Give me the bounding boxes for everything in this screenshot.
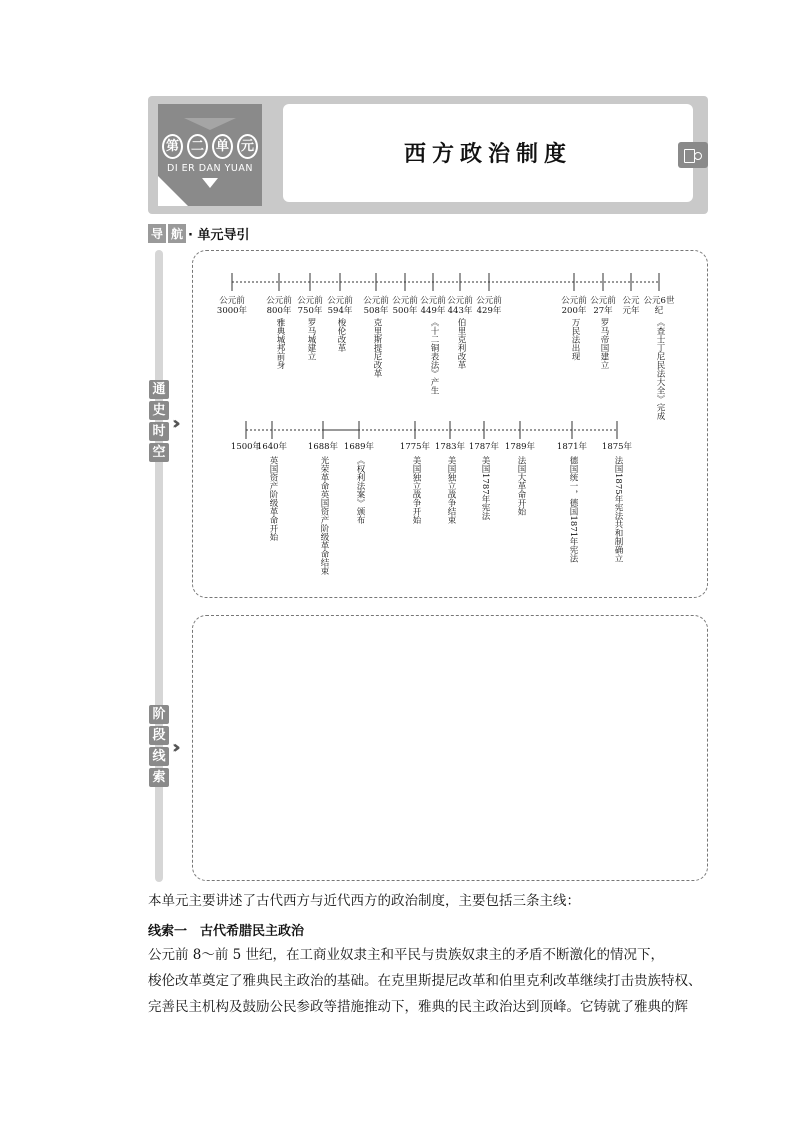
double-chevron-icon: ››	[172, 413, 175, 434]
page-title: 西方政治制度	[403, 142, 572, 167]
timeline-date: 公元前 508年	[363, 296, 389, 316]
side-bar	[155, 250, 163, 882]
timeline-date: 1775年	[399, 442, 431, 452]
section-char: 通	[149, 380, 169, 399]
timeline-date: 公元前 200年	[561, 296, 587, 316]
timeline-event: 美国1787年宪法	[480, 456, 490, 521]
paragraph-line: 完善民主机构及鼓励公民参政等措施推动下，雅典的民主政治达到顶峰。它铸就了雅典的辉	[148, 999, 688, 1015]
section-label-clues	[149, 705, 169, 787]
unit-badge-text	[162, 134, 258, 159]
section-char: 段	[149, 726, 169, 745]
timeline-date: 1783年	[434, 442, 466, 452]
nav-label-text: · 单元导引	[188, 228, 250, 243]
timeline-date: 1500年	[230, 442, 262, 452]
timeline-event: 法国1875年宪法共和制确立	[613, 456, 623, 563]
timeline-date: 公元前 449年	[420, 296, 446, 316]
timeline-date: 公元前 429年	[476, 296, 502, 316]
timeline-event: 英国资产阶级革命开始	[268, 456, 278, 541]
double-chevron-icon: ››	[172, 737, 175, 758]
book-search-icon	[678, 142, 708, 168]
timeline-event: 梭伦改革	[336, 318, 346, 352]
timeline-event: 伯里克利改革	[456, 318, 466, 369]
timeline-date: 公元前 443年	[447, 296, 473, 316]
triangle-down-icon	[202, 178, 218, 188]
timeline-date: 公元6世 纪	[643, 296, 675, 316]
timeline-date: 1871年	[556, 442, 588, 452]
timeline-date: 1875年	[601, 442, 633, 452]
nav-chip: 航	[168, 224, 186, 243]
badge-char: 单	[212, 134, 233, 159]
badge-char: 第	[162, 134, 183, 159]
paragraph-line: 公元前 8～前 5 世纪，在工商业奴隶主和平民与贵族奴隶主的矛盾不断激化的情况下，	[148, 947, 665, 963]
clues-box	[192, 615, 708, 881]
timeline-event: 德国统一，德国1871年宪法	[568, 456, 578, 563]
intro-text: 本单元主要讲述了古代西方与近代西方的政治制度，主要包括三条主线：	[148, 893, 580, 909]
timeline-date: 公元前 3000年	[216, 296, 248, 316]
section-char: 时	[149, 422, 169, 441]
badge-char: 二	[187, 134, 208, 159]
timeline-date: 公元前 27年	[590, 296, 616, 316]
timeline-date: 1688年	[307, 442, 339, 452]
timeline-event: 《十二铜表法》产生	[429, 318, 439, 395]
timeline-date: 1787年	[468, 442, 500, 452]
timeline-date: 公元前 800年	[266, 296, 292, 316]
section-char: 索	[149, 768, 169, 787]
timeline-event: 《查士丁尼民法大全》完成	[655, 318, 665, 420]
timeline-event: 美国独立战争开始	[411, 456, 421, 524]
paragraph-line: 梭伦改革奠定了雅典民主政治的基础。在克里斯提尼改革和伯里克利改革继续打击贵族特权、	[148, 973, 702, 989]
badge-fold-corner	[158, 176, 188, 206]
timeline-event: 《权利法案》颁布	[355, 456, 365, 524]
timeline-date: 1789年	[504, 442, 536, 452]
clue-heading: 线索一 古代希腊民主政治	[148, 924, 305, 939]
timeline-date: 公元前 500年	[392, 296, 418, 316]
timeline-event: 罗马城建立	[306, 318, 316, 361]
timeline-event: 万民法出现	[570, 318, 580, 361]
timeline-event: 克里斯提尼改革	[372, 318, 382, 378]
section-char: 阶	[149, 705, 169, 724]
timeline-date: 公元前 594年	[327, 296, 353, 316]
timeline-date: 1640年	[256, 442, 288, 452]
section-char: 线	[149, 747, 169, 766]
section-label-history	[149, 380, 169, 462]
timeline-event: 法国大革命开始	[516, 456, 526, 516]
section-char: 史	[149, 401, 169, 420]
badge-pinyin: DI ER DAN YUAN	[167, 163, 253, 174]
timeline-event: 美国独立战争结束	[446, 456, 456, 524]
unit-guide-label	[148, 224, 250, 243]
timeline-date: 公元前 750年	[297, 296, 323, 316]
timeline-event: 光荣革命英国资产阶级革命结束	[319, 456, 329, 575]
timeline-event: 罗马帝国建立	[599, 318, 609, 369]
timeline-event: 雅典城邦前身	[275, 318, 285, 369]
badge-decoration	[184, 118, 236, 130]
badge-char: 元	[237, 134, 258, 159]
section-char: 空	[149, 443, 169, 462]
timeline-date: 公元 元年	[622, 296, 640, 316]
timeline-date: 1689年	[343, 442, 375, 452]
nav-chip: 导	[148, 224, 166, 243]
